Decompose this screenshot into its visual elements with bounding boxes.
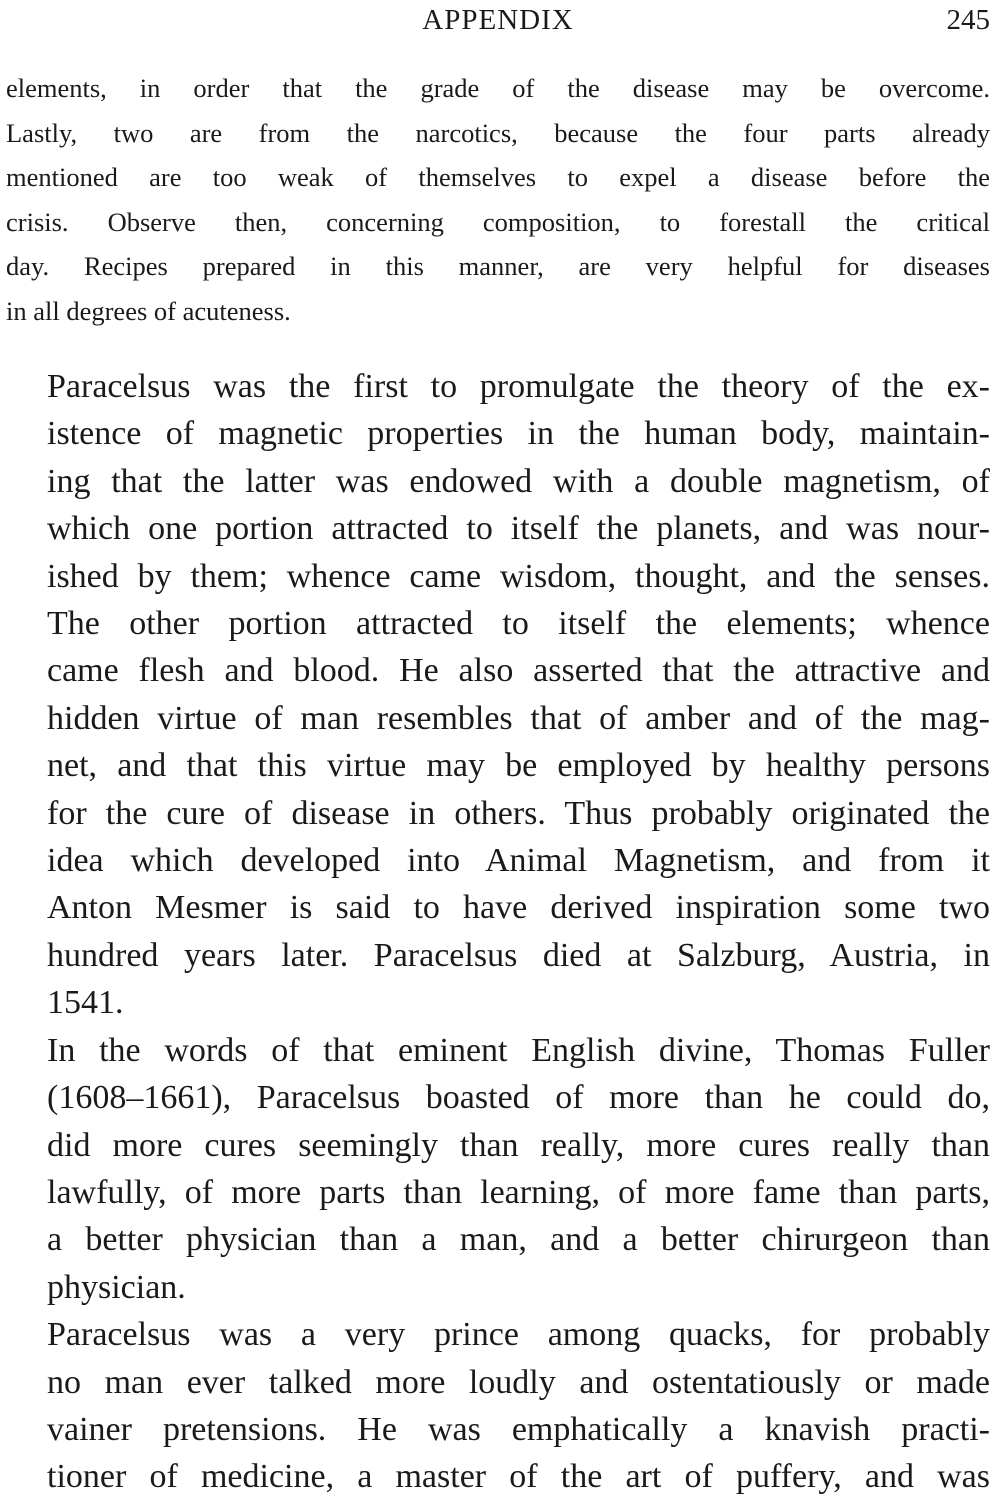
text-line: ished by them; whence came wisdom, thought, and the senses.: [47, 557, 990, 595]
text-line: The other portion attracted to itself the elements; whence: [47, 605, 990, 643]
text-line: a better physician than a man, and a better chirurgeon than: [47, 1221, 990, 1259]
extract-paragraph: [6, 66, 990, 333]
text-line: net, and that this virtue may be employed by healthy persons: [47, 747, 990, 785]
body-paragraph: [6, 363, 990, 1027]
text-line: for the cure of disease in others. Thus probably originated the: [47, 794, 990, 832]
text-line: mentioned are too weak of themselves to expel a disease before the: [6, 162, 990, 192]
text-line: hidden virtue of man resembles that of amber and of the mag-: [47, 699, 990, 737]
text-line: day. Recipes prepared in this manner, are very helpful for diseases: [6, 251, 990, 281]
text-line: did more cures seemingly than really, more cures really than: [47, 1126, 990, 1164]
text-line: In the words of that eminent English divine, Thomas Fuller: [47, 1031, 990, 1069]
main-text: [6, 363, 990, 1501]
text-line: Paracelsus was the first to promulgate the theory of the ex-: [47, 368, 990, 405]
running-header: [6, 0, 990, 44]
text-line: ing that the latter was endowed with a double magnetism, of: [47, 462, 990, 500]
book-page: [6, 0, 990, 1501]
text-line: came flesh and blood. He also asserted that the attractive and: [47, 652, 990, 690]
text-line: istence of magnetic properties in the human body, maintain-: [47, 415, 990, 453]
page-number: 245: [946, 4, 990, 36]
text-line: hundred years later. Paracelsus died at Salzburg, Austria, in: [47, 936, 990, 974]
text-line: tioner of medicine, a master of the art of puffery, and was: [47, 1458, 990, 1496]
body-paragraph: [6, 1027, 990, 1311]
running-title: APPENDIX: [422, 4, 574, 36]
text-line: which one portion attracted to itself the planets, and was nour-: [47, 510, 990, 548]
body-paragraph: [6, 1311, 990, 1501]
text-line: 1541.: [47, 984, 124, 1022]
text-line: Lastly, two are from the narcotics, because the four parts already: [6, 117, 990, 148]
text-line: Anton Mesmer is said to have derived inspiration some two: [47, 889, 990, 927]
text-line: (1608–1661), Paracelsus boasted of more than he could do,: [47, 1079, 990, 1117]
text-line: lawfully, of more parts than learning, of more fame than parts,: [47, 1173, 990, 1211]
quoted-extract: [6, 66, 990, 333]
text-line: elements, in order that the grade of the disease may be overcome.: [6, 73, 990, 103]
text-line: Paracelsus was a very prince among quacks, for probably: [47, 1316, 990, 1354]
text-line: idea which developed into Animal Magnetism, and from it: [47, 842, 990, 880]
text-line: no man ever talked more loudly and ostentatiously or made: [47, 1363, 990, 1401]
text-line: physician.: [47, 1268, 186, 1306]
text-line: crisis. Observe then, concerning composition, to forestall the critical: [6, 206, 990, 237]
text-line: vainer pretensions. He was emphatically a knavish practi-: [47, 1410, 990, 1448]
text-line: in all degrees of acuteness.: [6, 295, 291, 326]
